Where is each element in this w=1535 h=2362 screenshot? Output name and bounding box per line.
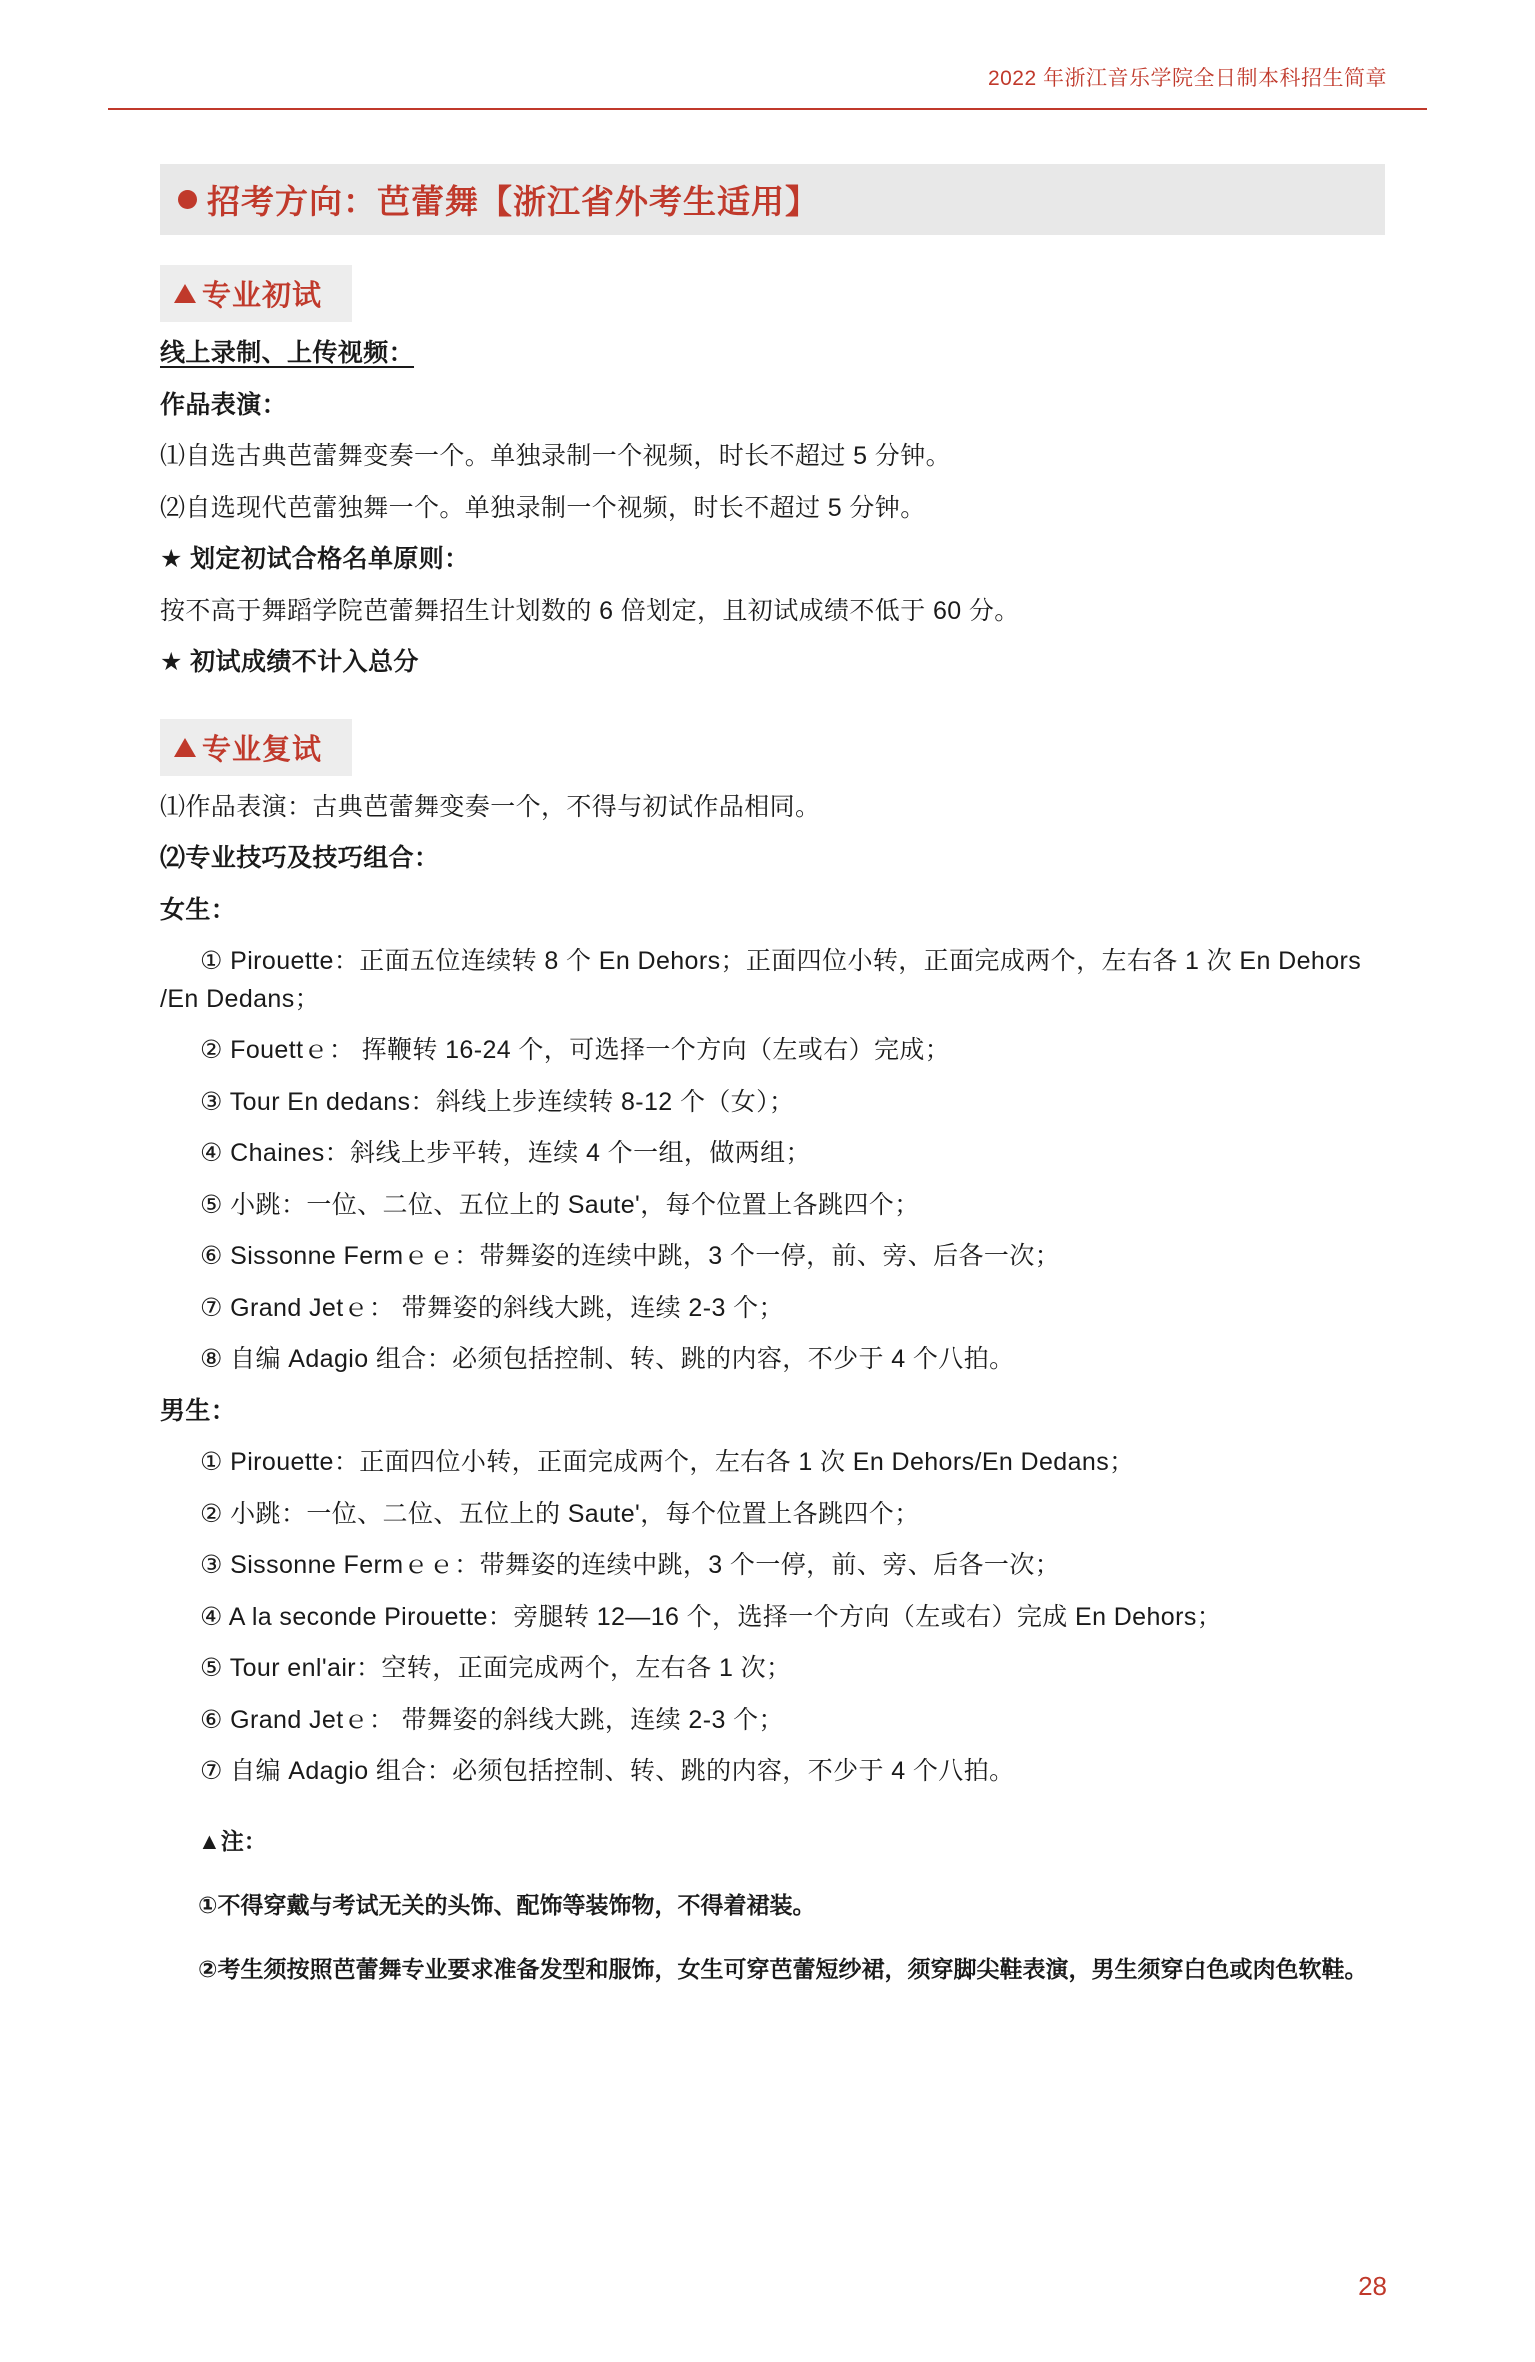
preliminary-line-5: 按不高于舞蹈学院芭蕾舞招生计划数的 6 倍划定，且初试成绩不低于 60 分。 bbox=[160, 596, 1020, 625]
subsection-banner-retest bbox=[160, 719, 352, 776]
triangle-icon bbox=[174, 284, 196, 303]
subsection-title-preliminary: 专业初试 bbox=[202, 280, 323, 312]
female-item-7: ⑧ 自编 Adagio 组合：必须包括控制、转、跳的内容，不少于 4 个八拍。 bbox=[200, 1345, 1015, 1373]
section-banner bbox=[160, 164, 1385, 235]
note-item-1: ②考生须按照芭蕾舞专业要求准备发型和服饰，女生可穿芭蕾短纱裙，须穿脚尖鞋表演，男生须穿白色或肉色软鞋。 bbox=[198, 1956, 1368, 1983]
note-item-0: ①不得穿戴与考试无关的头饰、配饰等装饰物，不得着裙装。 bbox=[198, 1891, 816, 1918]
preliminary-line-4: ★ 划定初试合格名单原则： bbox=[160, 545, 470, 573]
subsection-title-retest: 专业复试 bbox=[202, 733, 323, 766]
female-item-3: ④ Chaines：斜线上步平转，连续 4 个一组，做两组； bbox=[200, 1139, 811, 1167]
subsection-banner-preliminary bbox=[160, 265, 352, 322]
female-label: 女生： bbox=[160, 895, 237, 924]
female-item-2: ③ Tour En dedans：斜线上步连续转 8-12 个（女）； bbox=[200, 1087, 795, 1116]
female-item-5: ⑥ Sissonne Fermｅｅ：带舞姿的连续中跳，3 个一停，前、旁、后各一次； bbox=[200, 1242, 1061, 1270]
female-item-0: ① Pirouette：正面五位连续转 8 个 En Dehors；正面四位小转，正面完成两个，左右各 1 次 En Dehors /En Dedans； bbox=[160, 947, 1362, 1013]
female-item-6: ⑦ Grand Jetｅ： 带舞姿的斜线大跳，连续 2-3 个； bbox=[200, 1293, 784, 1322]
preliminary-line-1: 作品表演： bbox=[160, 390, 288, 419]
preliminary-line-0: 线上录制、上传视频： bbox=[160, 339, 415, 367]
header-title: 2022 年浙江音乐学院全日制本科招生简章 bbox=[987, 67, 1387, 90]
male-item-3: ④ A la seconde Pirouette：旁腿转 12—16 个，选择一个方向（左或右）完成 En Dehors； bbox=[200, 1602, 1223, 1631]
bullet-dot-icon bbox=[178, 190, 197, 209]
page-header bbox=[0, 0, 1535, 92]
male-item-2: ③ Sissonne Fermｅｅ：带舞姿的连续中跳，3 个一停，前、旁、后各一次； bbox=[200, 1551, 1061, 1579]
female-item-1: ② Fouettｅ： 挥鞭转 16-24 个，可选择一个方向（左或右）完成； bbox=[200, 1036, 951, 1064]
male-item-0: ① Pirouette：正面四位小转，正面完成两个，左右各 1 次 En Dehors/En Dedans； bbox=[200, 1448, 1135, 1476]
note-label: ▲注： bbox=[198, 1827, 267, 1854]
male-item-6: ⑦ 自编 Adagio 组合：必须包括控制、转、跳的内容，不少于 4 个八拍。 bbox=[200, 1757, 1015, 1785]
male-item-4: ⑤ Tour enl'air：空转，正面完成两个，左右各 1 次； bbox=[200, 1654, 792, 1682]
male-item-5: ⑥ Grand Jetｅ： 带舞姿的斜线大跳，连续 2-3 个； bbox=[200, 1705, 784, 1734]
triangle-icon bbox=[174, 738, 196, 757]
male-label: 男生： bbox=[160, 1396, 237, 1425]
page-content bbox=[0, 110, 1535, 2054]
retest-item-1: ⑴作品表演：古典芭蕾舞变奏一个，不得与初试作品相同。 bbox=[160, 792, 821, 821]
male-item-1: ② 小跳：一位、二位、五位上的 Saute'，每个位置上各跳四个； bbox=[200, 1499, 920, 1528]
section-banner-title: 招考方向：芭蕾舞【浙江省外考生适用】 bbox=[207, 183, 819, 220]
retest-item-2: ⑵专业技巧及技巧组合： bbox=[160, 844, 440, 872]
preliminary-line-2: ⑴自选古典芭蕾舞变奏一个。单独录制一个视频，时长不超过 5 分钟。 bbox=[160, 442, 951, 470]
preliminary-line-6: ★ 初试成绩不计入总分 bbox=[160, 648, 419, 676]
female-item-4: ⑤ 小跳：一位、二位、五位上的 Saute'，每个位置上各跳四个； bbox=[200, 1190, 920, 1219]
page-number: 28 bbox=[1358, 2271, 1387, 2301]
preliminary-line-3: ⑵自选现代芭蕾独舞一个。单独录制一个视频，时长不超过 5 分钟。 bbox=[160, 493, 926, 522]
